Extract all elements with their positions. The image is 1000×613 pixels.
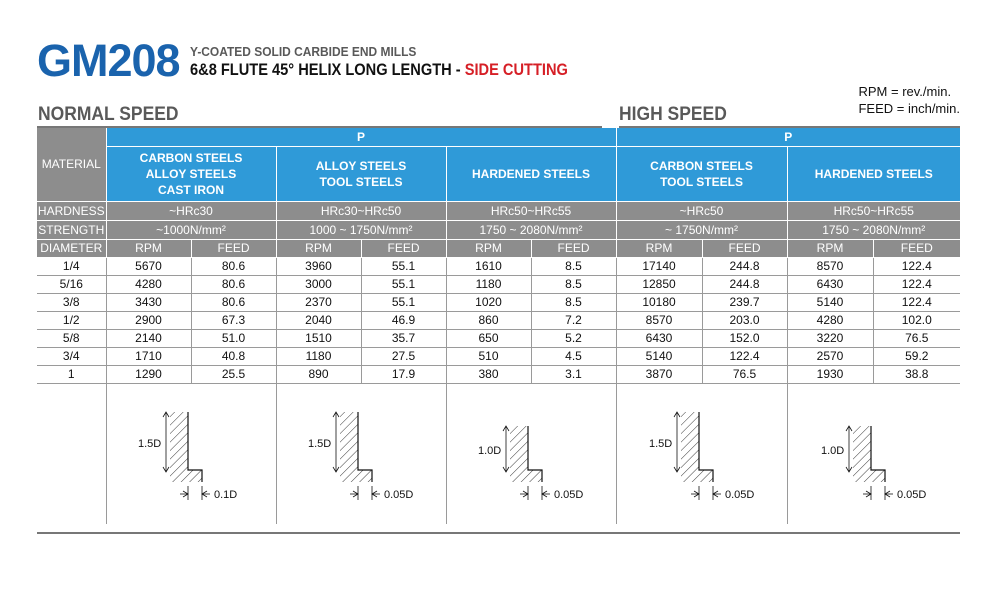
cutting-conditions-table bbox=[37, 128, 960, 524]
high-p-header: P bbox=[616, 128, 960, 146]
diameter-cell: 5/16 bbox=[37, 275, 106, 293]
feed-header: FEED bbox=[361, 239, 446, 257]
feed-cell: 55.1 bbox=[361, 293, 446, 311]
feed-cell: 80.6 bbox=[191, 257, 276, 275]
rpm-cell: 6430 bbox=[787, 275, 873, 293]
feed-cell: 244.8 bbox=[702, 275, 787, 293]
rpm-cell: 17140 bbox=[616, 257, 702, 275]
material-group-1 bbox=[106, 146, 276, 201]
feed-cell: 76.5 bbox=[702, 365, 787, 383]
feed-cell: 35.7 bbox=[361, 329, 446, 347]
feed-cell: 67.3 bbox=[191, 311, 276, 329]
rpm-header: RPM bbox=[787, 239, 873, 257]
workpiece-hatch bbox=[681, 412, 713, 482]
rpm-cell: 1510 bbox=[276, 329, 361, 347]
model-number: GM208 bbox=[37, 35, 180, 86]
feed-cell: 17.9 bbox=[361, 365, 446, 383]
feed-cell: 27.5 bbox=[361, 347, 446, 365]
table-row bbox=[37, 365, 960, 383]
depth-label: 1.5D bbox=[648, 437, 672, 450]
rpm-cell: 1290 bbox=[106, 365, 191, 383]
rpm-cell: 5140 bbox=[616, 347, 702, 365]
material-label: MATERIAL bbox=[37, 128, 106, 201]
strength-label: STRENGTH bbox=[37, 220, 106, 239]
rpm-cell: 3430 bbox=[106, 293, 191, 311]
depth-label: 1.5D bbox=[138, 437, 162, 450]
feed-cell: 239.7 bbox=[702, 293, 787, 311]
rpm-cell: 3000 bbox=[276, 275, 361, 293]
width-label: 0.05D bbox=[384, 488, 414, 501]
rpm-cell: 2040 bbox=[276, 311, 361, 329]
rpm-cell: 650 bbox=[446, 329, 531, 347]
rpm-cell: 1930 bbox=[787, 365, 873, 383]
diameter-cell: 3/4 bbox=[37, 347, 106, 365]
material-name: HARDENED STEELS bbox=[472, 166, 591, 181]
rpm-cell: 5670 bbox=[106, 257, 191, 275]
cutting-diagram-svg bbox=[627, 394, 777, 514]
rpm-cell: 1020 bbox=[446, 293, 531, 311]
width-label: 0.05D bbox=[896, 488, 927, 501]
workpiece-hatch bbox=[853, 426, 885, 482]
hardness-value: ~HRc30 bbox=[106, 201, 276, 220]
rpm-cell: 2140 bbox=[106, 329, 191, 347]
diagram-spacer bbox=[37, 383, 106, 524]
product-subtitle: Y-COATED SOLID CARBIDE END MILLS bbox=[190, 44, 417, 59]
rpm-cell: 8570 bbox=[616, 311, 702, 329]
feed-cell: 51.0 bbox=[191, 329, 276, 347]
feed-cell: 122.4 bbox=[873, 275, 960, 293]
width-label: 0.05D bbox=[554, 488, 584, 501]
depth-label: 1.0D bbox=[478, 444, 502, 457]
table-row bbox=[37, 347, 960, 365]
feed-cell: 8.5 bbox=[531, 257, 616, 275]
strength-row bbox=[37, 220, 960, 239]
depth-label: 1.0D bbox=[820, 444, 845, 457]
rpm-cell: 2570 bbox=[787, 347, 873, 365]
normal-p-header: P bbox=[106, 128, 616, 146]
cutting-diagram-svg bbox=[286, 394, 436, 514]
strength-value: ~1000N/mm² bbox=[106, 220, 276, 239]
hardness-value: HRc30~HRc50 bbox=[276, 201, 446, 220]
table-row bbox=[37, 329, 960, 347]
table-row bbox=[37, 257, 960, 275]
rpm-cell: 12850 bbox=[616, 275, 702, 293]
rpm-cell: 380 bbox=[446, 365, 531, 383]
feed-cell: 244.8 bbox=[702, 257, 787, 275]
product-title-main: 6&8 FLUTE 45° HELIX LONG LENGTH - bbox=[190, 60, 465, 79]
rpm-cell: 1180 bbox=[446, 275, 531, 293]
diameter-cell: 3/8 bbox=[37, 293, 106, 311]
product-title-highlight: SIDE CUTTING bbox=[464, 60, 568, 79]
material-row bbox=[37, 146, 960, 201]
feed-cell: 80.6 bbox=[191, 275, 276, 293]
diameter-cell: 1/4 bbox=[37, 257, 106, 275]
rpm-cell: 510 bbox=[446, 347, 531, 365]
units-feed: FEED = inch/min. bbox=[858, 101, 960, 116]
rpm-cell: 1710 bbox=[106, 347, 191, 365]
hardness-value: HRc50~HRc55 bbox=[446, 201, 616, 220]
rpm-cell: 8570 bbox=[787, 257, 873, 275]
feed-cell: 8.5 bbox=[531, 293, 616, 311]
high-speed-heading: HIGH SPEED bbox=[619, 104, 727, 125]
material-group-4 bbox=[616, 146, 787, 201]
width-label: 0.05D bbox=[724, 488, 754, 501]
data-rows bbox=[37, 257, 960, 383]
cutting-diagram-svg bbox=[456, 394, 606, 514]
feed-cell: 203.0 bbox=[702, 311, 787, 329]
material-name: TOOL STEELS bbox=[660, 174, 743, 189]
feed-cell: 5.2 bbox=[531, 329, 616, 347]
feed-cell: 46.9 bbox=[361, 311, 446, 329]
rpm-cell: 3870 bbox=[616, 365, 702, 383]
diameter-label: DIAMETER bbox=[37, 239, 106, 257]
diameter-cell: 1/2 bbox=[37, 311, 106, 329]
hardness-row bbox=[37, 201, 960, 220]
feed-cell: 8.5 bbox=[531, 275, 616, 293]
rpm-cell: 10180 bbox=[616, 293, 702, 311]
product-title bbox=[190, 60, 568, 80]
cutting-diagram-svg bbox=[799, 394, 949, 514]
feed-cell: 55.1 bbox=[361, 275, 446, 293]
units-legend bbox=[858, 83, 960, 117]
cutting-diagram-4 bbox=[616, 383, 787, 524]
rpm-cell: 1180 bbox=[276, 347, 361, 365]
units-rpm: RPM = rev./min. bbox=[858, 84, 952, 99]
feed-cell: 122.4 bbox=[873, 257, 960, 275]
normal-speed-heading: NORMAL SPEED bbox=[38, 104, 179, 125]
material-group-2 bbox=[276, 146, 446, 201]
rpm-cell: 3960 bbox=[276, 257, 361, 275]
rpm-cell: 6430 bbox=[616, 329, 702, 347]
table-row bbox=[37, 275, 960, 293]
feed-header: FEED bbox=[531, 239, 616, 257]
feed-cell: 122.4 bbox=[702, 347, 787, 365]
feed-cell: 55.1 bbox=[361, 257, 446, 275]
rpm-cell: 2900 bbox=[106, 311, 191, 329]
feed-cell: 76.5 bbox=[873, 329, 960, 347]
material-name: CARBON STEELS bbox=[650, 158, 753, 173]
material-name: TOOL STEELS bbox=[319, 174, 403, 189]
material-name: CAST IRON bbox=[158, 182, 224, 197]
workpiece-hatch bbox=[170, 412, 202, 482]
bottom-rule bbox=[37, 532, 960, 534]
feed-header: FEED bbox=[702, 239, 787, 257]
rpm-header: RPM bbox=[446, 239, 531, 257]
feed-header: FEED bbox=[873, 239, 960, 257]
hardness-value: HRc50~HRc55 bbox=[787, 201, 960, 220]
rpm-header: RPM bbox=[106, 239, 191, 257]
diagram-row bbox=[37, 383, 960, 524]
rpm-cell: 1610 bbox=[446, 257, 531, 275]
cutting-diagram-2 bbox=[276, 383, 446, 524]
depth-label: 1.5D bbox=[308, 437, 332, 450]
feed-cell: 80.6 bbox=[191, 293, 276, 311]
strength-value: 1000 ~ 1750N/mm² bbox=[276, 220, 446, 239]
feed-cell: 38.8 bbox=[873, 365, 960, 383]
strength-value: 1750 ~ 2080N/mm² bbox=[446, 220, 616, 239]
feed-cell: 40.8 bbox=[191, 347, 276, 365]
material-name: HARDENED STEELS bbox=[814, 166, 933, 181]
feed-cell: 122.4 bbox=[873, 293, 960, 311]
feed-cell: 152.0 bbox=[702, 329, 787, 347]
table-row bbox=[37, 311, 960, 329]
feed-cell: 102.0 bbox=[873, 311, 960, 329]
rpm-cell: 890 bbox=[276, 365, 361, 383]
workpiece-hatch bbox=[340, 412, 372, 482]
hardness-label: HARDNESS bbox=[37, 201, 106, 220]
cutting-diagram-svg bbox=[116, 394, 266, 514]
material-group-3 bbox=[446, 146, 616, 201]
rpm-cell: 4280 bbox=[106, 275, 191, 293]
width-label: 0.1D bbox=[214, 488, 238, 501]
strength-value: ~ 1750N/mm² bbox=[616, 220, 787, 239]
cutting-diagram-5 bbox=[787, 383, 960, 524]
rpm-header: RPM bbox=[616, 239, 702, 257]
cutting-diagram-1 bbox=[106, 383, 276, 524]
material-name: ALLOY STEELS bbox=[315, 158, 407, 173]
column-header-row bbox=[37, 239, 960, 257]
feed-cell: 4.5 bbox=[531, 347, 616, 365]
rpm-header: RPM bbox=[276, 239, 361, 257]
rpm-cell: 2370 bbox=[276, 293, 361, 311]
cutting-diagram-3 bbox=[446, 383, 616, 524]
table-row bbox=[37, 293, 960, 311]
strength-value: 1750 ~ 2080N/mm² bbox=[787, 220, 960, 239]
material-group-5 bbox=[787, 146, 960, 201]
feed-cell: 7.2 bbox=[531, 311, 616, 329]
hardness-value: ~HRc50 bbox=[616, 201, 787, 220]
rpm-cell: 860 bbox=[446, 311, 531, 329]
feed-header: FEED bbox=[191, 239, 276, 257]
feed-cell: 25.5 bbox=[191, 365, 276, 383]
material-name: CARBON STEELS bbox=[139, 150, 243, 165]
feed-cell: 59.2 bbox=[873, 347, 960, 365]
rpm-cell: 4280 bbox=[787, 311, 873, 329]
diameter-cell: 5/8 bbox=[37, 329, 106, 347]
feed-cell: 3.1 bbox=[531, 365, 616, 383]
diameter-cell: 1 bbox=[37, 365, 106, 383]
rpm-cell: 3220 bbox=[787, 329, 873, 347]
rpm-cell: 5140 bbox=[787, 293, 873, 311]
material-name: ALLOY STEELS bbox=[145, 166, 237, 181]
workpiece-hatch bbox=[510, 426, 542, 482]
